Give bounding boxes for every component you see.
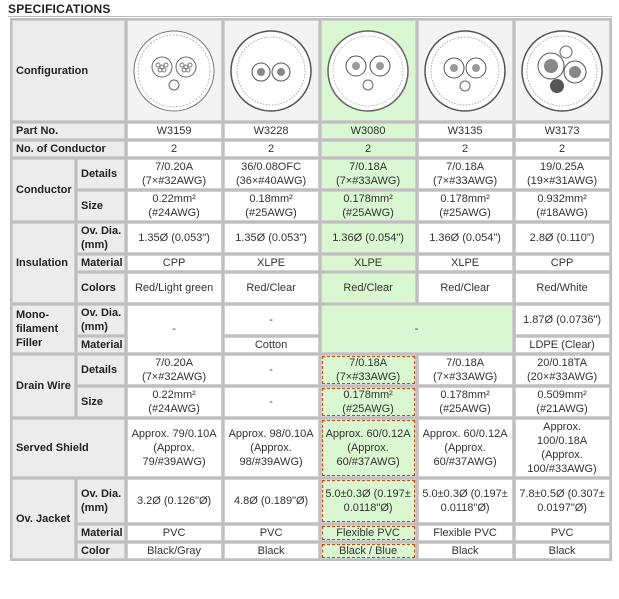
label-size: Size (77, 387, 125, 417)
ins-material-w3159: CPP (127, 255, 222, 271)
drain-size-w3228: - (224, 387, 319, 417)
label-ov-dia: Ov. Dia. (mm) (77, 305, 125, 335)
label-size: Size (77, 191, 125, 221)
no-conductor-w3228: 2 (224, 141, 319, 157)
jacket-color-w3080: Black / Blue (321, 543, 416, 559)
jacket-ov-dia-w3080: 5.0±0.3Ø (0.197± 0.0118"Ø) (321, 479, 416, 523)
conductor-size-w3228: 0.18mm² (#25AWG) (224, 191, 319, 221)
conductor-details-w3173: 19/0.25A (19×#31AWG) (515, 159, 610, 189)
row-part-no (12, 123, 610, 139)
conductor-size-w3135: 0.178mm² (#25AWG) (418, 191, 513, 221)
ins-ov-dia-w3228: 1.35Ø (0.053") (224, 223, 319, 253)
served-shield-w3080: Approx. 60/0.12A (Approx. 60/#37AWG) (321, 419, 416, 477)
cross-section-image-w3228 (224, 20, 319, 121)
row-jacket-color (12, 543, 610, 559)
row-jacket-ov-dia (12, 479, 610, 523)
label-ov-dia: Ov. Dia. (mm) (77, 479, 125, 523)
jacket-material-w3080: Flexible PVC (321, 525, 416, 541)
jacket-color-w3173: Black (515, 543, 610, 559)
ins-colors-w3159: Red/Light green (127, 273, 222, 303)
filler-material-w3173: LDPE (Clear) (515, 337, 610, 353)
drain-details-w3173: 20/0.18TA (20×#33AWG) (515, 355, 610, 385)
row-drain-size (12, 387, 610, 417)
jacket-color-w3135: Black (418, 543, 513, 559)
served-shield-w3159: Approx. 79/0.10A (Approx. 79/#39AWG) (127, 419, 222, 477)
jacket-color-w3159: Black/Gray (127, 543, 222, 559)
row-jacket-material (12, 525, 610, 541)
label-color: Color (77, 543, 125, 559)
row-insulation-colors (12, 273, 610, 303)
label-material: Material (77, 255, 125, 271)
row-conductor-size (12, 191, 610, 221)
label-part-no: Part No. (12, 123, 125, 139)
drain-size-w3135: 0.178mm² (#25AWG) (418, 387, 513, 417)
label-ov-dia: Ov. Dia. (mm) (77, 223, 125, 253)
label-details: Details (77, 355, 125, 385)
label-material: Material (77, 525, 125, 541)
label-served-shield: Served Shield (12, 419, 125, 477)
jacket-ov-dia-w3228: 4.8Ø (0.189"Ø) (224, 479, 319, 523)
drain-details-w3159: 7/0.20A (7×#32AWG) (127, 355, 222, 385)
served-shield-w3135: Approx. 60/0.12A (Approx. 60/#37AWG) (418, 419, 513, 477)
label-details: Details (77, 159, 125, 189)
label-colors: Colors (77, 273, 125, 303)
drain-size-w3159: 0.22mm² (#24AWG) (127, 387, 222, 417)
label-configuration: Configuration (12, 20, 125, 121)
label-material: Material (77, 337, 125, 353)
jacket-color-w3228: Black (224, 543, 319, 559)
label-ov-jacket: Ov. Jacket (12, 479, 75, 559)
jacket-ov-dia-w3135: 5.0±0.3Ø (0.197± 0.0118"Ø) (418, 479, 513, 523)
label-conductor: Conductor (12, 159, 75, 221)
drain-details-w3135: 7/0.18A (7×#33AWG) (418, 355, 513, 385)
cross-section-image-w3159 (127, 20, 222, 121)
row-filler-material (12, 337, 610, 353)
row-insulation-ov-dia (12, 223, 610, 253)
ins-material-w3228: XLPE (224, 255, 319, 271)
served-shield-w3228: Approx. 98/0.10A (Approx. 98/#39AWG) (224, 419, 319, 477)
drain-details-w3228: - (224, 355, 319, 385)
jacket-material-w3159: PVC (127, 525, 222, 541)
ins-ov-dia-w3173: 2.8Ø (0.110") (515, 223, 610, 253)
jacket-material-w3173: PVC (515, 525, 610, 541)
part-no-w3159: W3159 (127, 123, 222, 139)
ins-material-w3173: CPP (515, 255, 610, 271)
no-conductor-w3080: 2 (321, 141, 416, 157)
conductor-details-w3228: 36/0.08OFC (36×#40AWG) (224, 159, 319, 189)
label-insulation: Insulation (12, 223, 75, 303)
cross-section-image-w3173 (515, 20, 610, 121)
part-no-w3135: W3135 (418, 123, 513, 139)
row-filler-ov-dia (12, 305, 610, 335)
row-insulation-material (12, 255, 610, 271)
ins-ov-dia-w3135: 1.36Ø (0.054") (418, 223, 513, 253)
ins-colors-w3080: Red/Clear (321, 273, 416, 303)
ins-colors-w3228: Red/Clear (224, 273, 319, 303)
no-conductor-w3159: 2 (127, 141, 222, 157)
part-no-w3228: W3228 (224, 123, 319, 139)
jacket-material-w3228: PVC (224, 525, 319, 541)
drain-size-w3080: 0.178mm² (#25AWG) (321, 387, 416, 417)
jacket-material-w3135: Flexible PVC (418, 525, 513, 541)
ins-colors-w3173: Red/White (515, 273, 610, 303)
part-no-w3080: W3080 (321, 123, 416, 139)
label-drain-wire: Drain Wire (12, 355, 75, 417)
filler-ov-dia-w3173: 1.87Ø (0.0736") (515, 305, 610, 335)
jacket-ov-dia-w3159: 3.2Ø (0.126"Ø) (127, 479, 222, 523)
conductor-size-w3080: 0.178mm² (#25AWG) (321, 191, 416, 221)
ins-ov-dia-w3159: 1.35Ø (0.053") (127, 223, 222, 253)
cross-section-image-w3135 (418, 20, 513, 121)
filler-w3159: - (127, 305, 222, 353)
title-divider (8, 16, 612, 17)
ins-material-w3080: XLPE (321, 255, 416, 271)
ins-material-w3135: XLPE (418, 255, 513, 271)
conductor-size-w3159: 0.22mm² (#24AWG) (127, 191, 222, 221)
page-title: SPECIFICATIONS (8, 2, 111, 16)
specifications-table (10, 18, 612, 561)
served-shield-w3173: Approx. 100/0.18A (Approx. 100/#33AWG) (515, 419, 610, 477)
ins-ov-dia-w3080: 1.36Ø (0.054") (321, 223, 416, 253)
jacket-ov-dia-w3173: 7.8±0.5Ø (0.307± 0.0197"Ø) (515, 479, 610, 523)
row-served-shield (12, 419, 610, 477)
row-conductor-details (12, 159, 610, 189)
conductor-details-w3080: 7/0.18A (7×#33AWG) (321, 159, 416, 189)
drain-size-w3173: 0.509mm² (#21AWG) (515, 387, 610, 417)
row-drain-details (12, 355, 610, 385)
filler-ov-dia-w3228: - (224, 305, 319, 335)
row-no-of-conductor (12, 141, 610, 157)
label-mono-filament-filler: Mono-filament Filler (12, 305, 75, 353)
conductor-size-w3173: 0.932mm² (#18AWG) (515, 191, 610, 221)
cross-section-image-w3080 (321, 20, 416, 121)
conductor-details-w3159: 7/0.20A (7×#32AWG) (127, 159, 222, 189)
ins-colors-w3135: Red/Clear (418, 273, 513, 303)
row-configuration (12, 20, 610, 121)
filler-w3080-w3135: - (321, 305, 513, 353)
label-no-of-conductor: No. of Conductor (12, 141, 125, 157)
no-conductor-w3173: 2 (515, 141, 610, 157)
no-conductor-w3135: 2 (418, 141, 513, 157)
drain-details-w3080: 7/0.18A (7×#33AWG) (321, 355, 416, 385)
conductor-details-w3135: 7/0.18A (7×#33AWG) (418, 159, 513, 189)
filler-material-w3228: Cotton (224, 337, 319, 353)
part-no-w3173: W3173 (515, 123, 610, 139)
